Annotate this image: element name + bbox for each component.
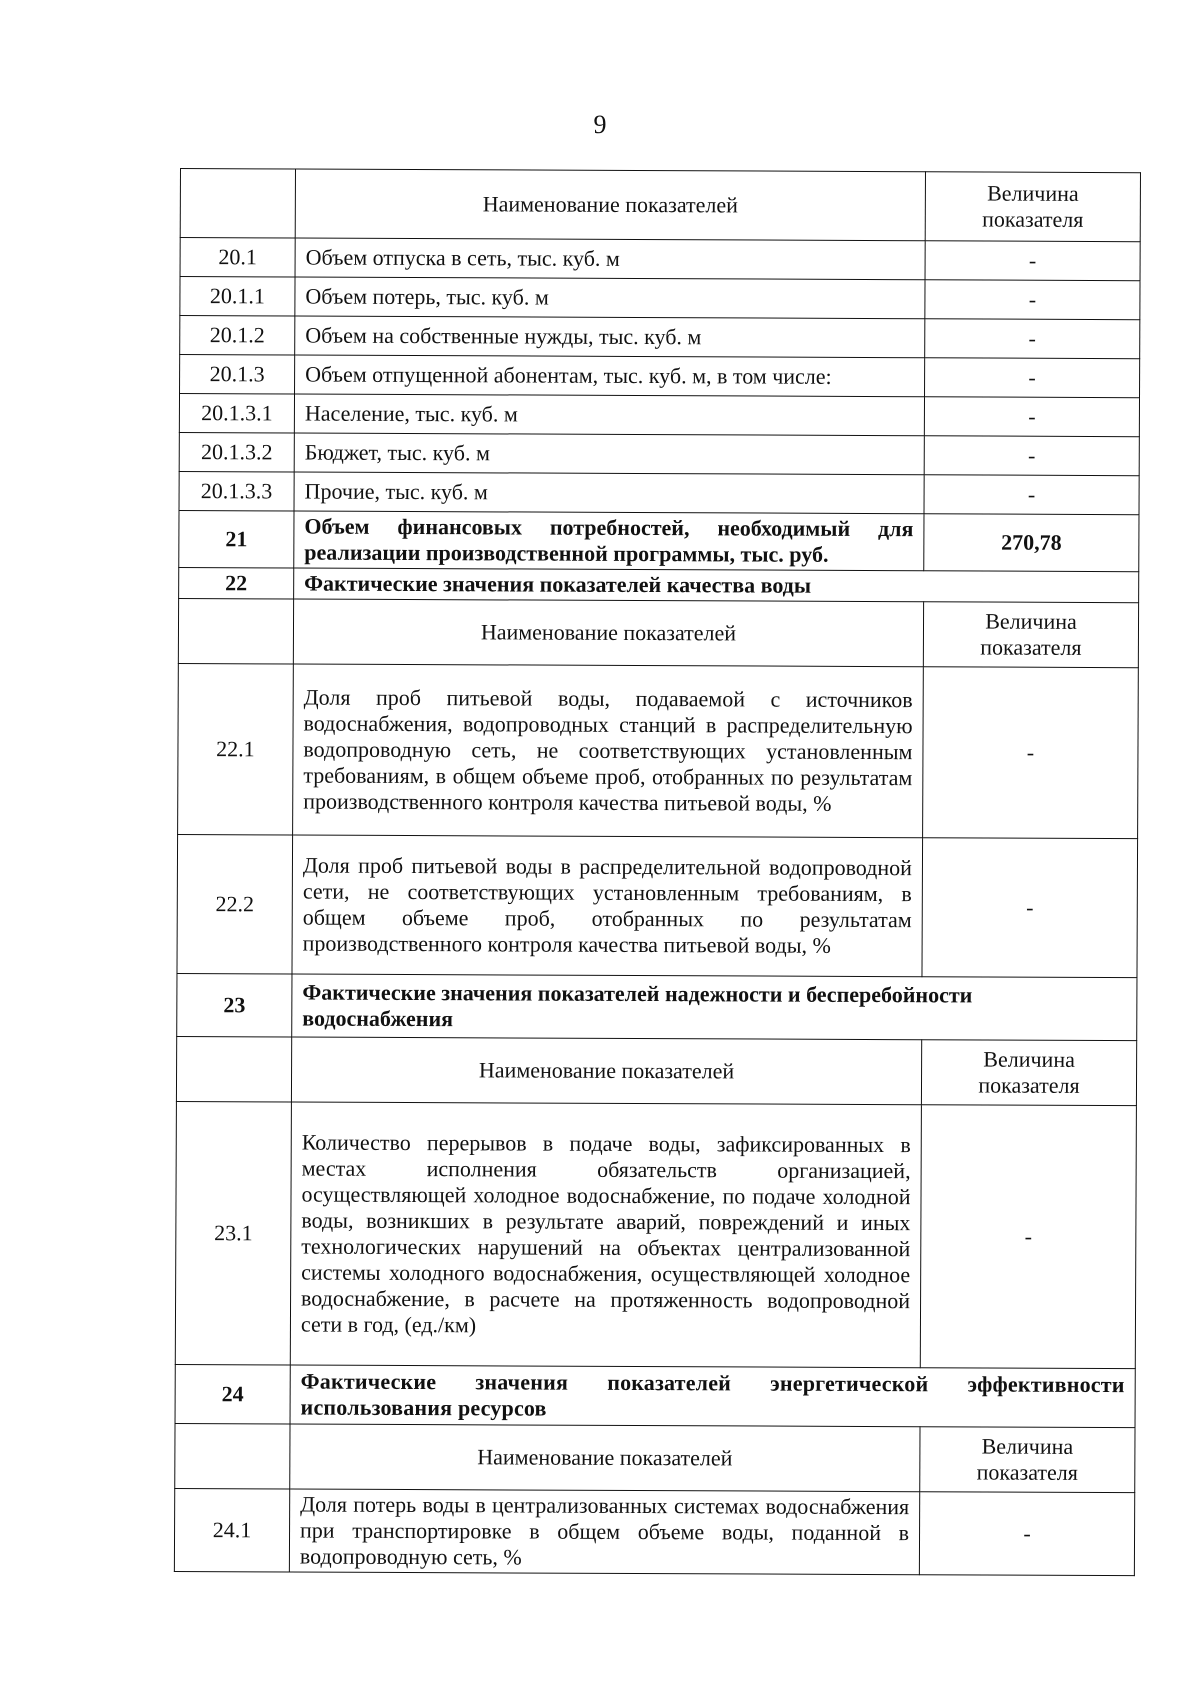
row-number: 21	[179, 510, 294, 567]
row-number: 20.1.3.2	[179, 432, 294, 472]
row-value: -	[925, 241, 1140, 281]
row-name: Бюджет, тыс. куб. м	[294, 433, 924, 475]
row-value: 270,78	[924, 514, 1139, 572]
table-row	[180, 277, 1140, 320]
table-row	[177, 834, 1138, 977]
header-num-cell	[180, 169, 295, 239]
row-value: -	[923, 667, 1139, 839]
section-row-23	[177, 973, 1137, 1040]
indicators-table-container	[174, 168, 1140, 1576]
row-name: Доля потерь воды в централизованных системах водоснабжения при транспортировке в общем объеме воды, поданной в водопроводную сеть, %	[289, 1489, 919, 1575]
table-row	[180, 316, 1140, 359]
row-name: Объем на собственные нужды, тыс. куб. м	[295, 316, 925, 358]
row-value: -	[924, 397, 1139, 437]
subtable-header-row	[175, 1423, 1135, 1492]
subtable-header-row	[176, 1036, 1136, 1105]
row-number: 20.1.2	[180, 316, 295, 356]
row-name: Количество перерывов в подаче воды, зафиксированных в местах исполнения обязательств организацией, осуществляющей холодное водоснабжение, по подаче холодной воды, возникших в результате аварий, повреждений и иных технологических нарушений на объектах централизованной системы холодного водоснабжения, осуществляющей холодное водоснабжение, в расчете на протяженность водопроводной сети в год, (ед./км)	[290, 1102, 921, 1368]
row-value: -	[920, 1105, 1136, 1369]
table-row	[178, 663, 1139, 838]
table-row	[179, 394, 1139, 437]
row-number: 22.1	[178, 663, 294, 835]
row-number: 20.1	[180, 238, 295, 278]
row-name: Доля проб питьевой воды, подаваемой с источников водоснабжения, водопроводных станций в распределительную водопроводную сеть, не соответствующих установленным требованиям, в общем объеме проб, отобранных по результатам производственного контроля качества питьевой воды, %	[293, 664, 924, 838]
row-value: -	[924, 436, 1139, 476]
row-value: -	[924, 475, 1139, 515]
page-number: 9	[593, 110, 607, 139]
header-value-cell: Величина показателя	[923, 602, 1138, 668]
section-number: 23	[177, 973, 292, 1037]
header-num-cell	[178, 598, 293, 664]
table-row	[179, 432, 1139, 475]
row-name: Объем отпуска в сеть, тыс. куб. м	[295, 238, 925, 280]
table-row	[174, 1488, 1134, 1575]
header-name-cell: Наименование показателей	[290, 1424, 920, 1492]
table-row-21	[179, 510, 1139, 571]
row-number: 20.1.3.3	[179, 471, 294, 511]
row-name: Объем финансовых потребностей, необходимый для реализации производственной программы, тыс. руб.	[294, 511, 924, 571]
header-value-cell: Величина показателя	[925, 172, 1140, 242]
row-number: 20.1.1	[180, 277, 295, 317]
row-value: -	[925, 358, 1140, 398]
row-name: Доля проб питьевой воды в распределительной водопроводной сети, не соответствующих установленным требованиям, в общем объеме проб, отобранных по результатам производственного контроля качества питьевой воды, %	[292, 835, 923, 977]
section-title: Фактические значения показателей качества воды	[294, 568, 1139, 603]
row-value: -	[922, 838, 1138, 978]
table-row	[180, 238, 1140, 281]
header-name-cell: Наименование показателей	[293, 599, 923, 667]
section-row-24	[175, 1364, 1135, 1427]
indicators-table	[174, 168, 1141, 1576]
row-number: 22.2	[177, 834, 293, 974]
header-name-cell: Наименование показателей	[291, 1037, 921, 1105]
header-num-cell	[176, 1036, 291, 1102]
row-name: Население, тыс. куб. м	[294, 394, 924, 436]
row-number: 20.1.3.1	[179, 394, 294, 434]
row-name: Прочие, тыс. куб. м	[294, 472, 924, 514]
row-number: 20.1.3	[180, 355, 295, 395]
row-name: Объем потерь, тыс. куб. м	[295, 277, 925, 319]
table-row	[179, 471, 1139, 514]
section-number: 24	[175, 1364, 290, 1424]
section-title: Фактические значения показателей энергетической эффективности использования ресурсов	[290, 1365, 1135, 1428]
section-row-22	[179, 567, 1139, 602]
table-row	[175, 1101, 1136, 1368]
section-number: 22	[179, 567, 294, 598]
table-header-row	[180, 169, 1140, 242]
header-value-cell: Величина показателя	[921, 1040, 1136, 1106]
row-name: Объем отпущенной абонентам, тыс. куб. м, в том числе:	[295, 355, 925, 397]
header-value-cell: Величина показателя	[920, 1427, 1135, 1493]
row-value: -	[925, 280, 1140, 320]
row-number: 24.1	[174, 1488, 289, 1572]
section-title: Фактические значения показателей надежности и бесперебойности водоснабжения	[292, 974, 1137, 1041]
row-value: -	[925, 319, 1140, 359]
row-number: 23.1	[175, 1101, 291, 1364]
header-num-cell	[175, 1423, 290, 1489]
header-name-cell: Наименование показателей	[295, 169, 925, 241]
subtable-header-row	[178, 598, 1138, 667]
row-value: -	[919, 1492, 1134, 1576]
table-row	[180, 355, 1140, 398]
